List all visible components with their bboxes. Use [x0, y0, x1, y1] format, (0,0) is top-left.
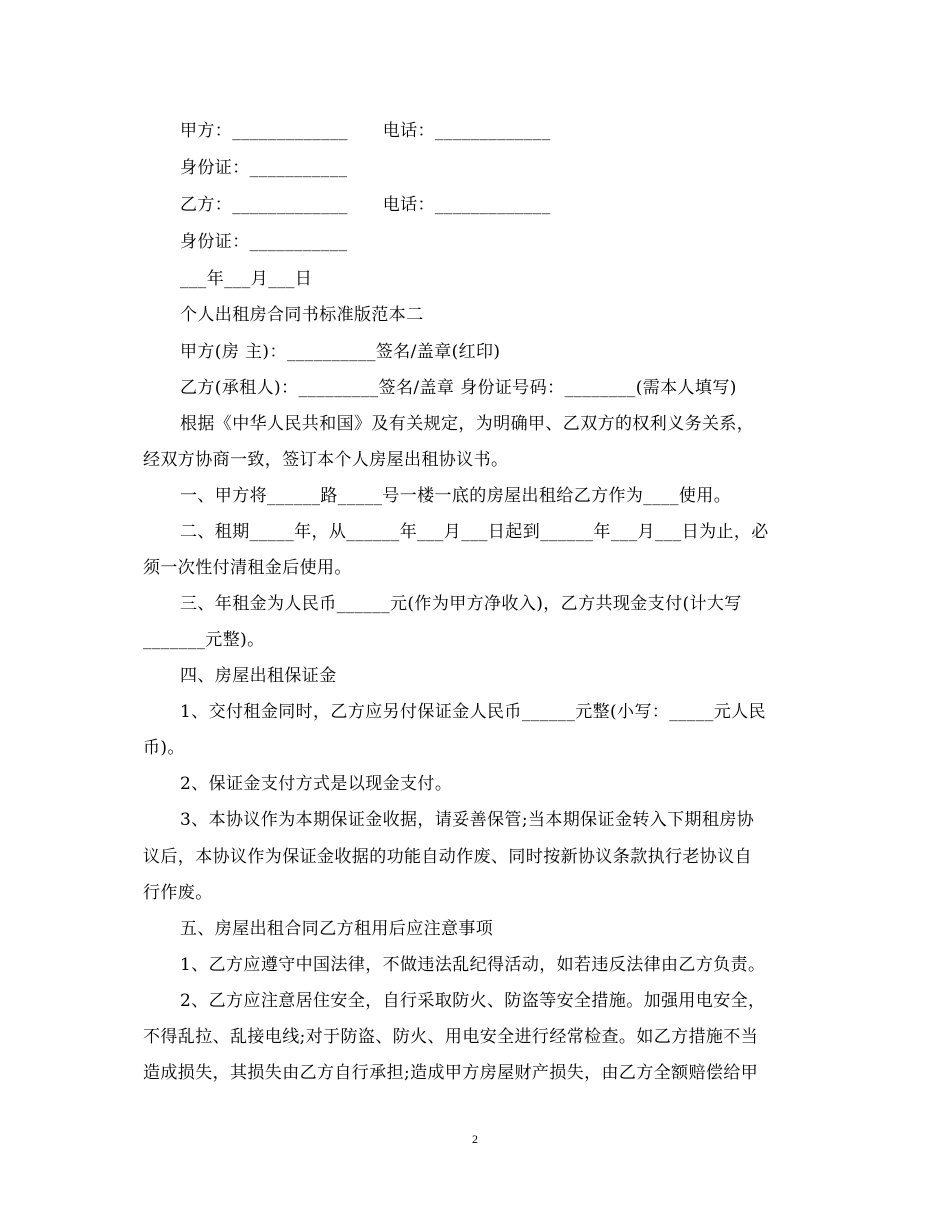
preamble-line-2: 经双方协商一致，签订本个人房屋出租协议书。 [143, 450, 509, 470]
landlord-line: 甲方(房 主)：__________签名/盖章(红印) [180, 342, 501, 362]
clause-4-2: 2、保证金支付方式是以现金支付。 [180, 774, 453, 794]
clause-4-3-line-2: 议后，本协议作为保证金收据的功能自动作废、同时按新协议条款执行老协议自 [143, 847, 752, 867]
clause-5-2-line-3: 造成损失，其损失由乙方自行承担;造成甲方房屋财产损失，由乙方全额赔偿给甲 [143, 1063, 759, 1083]
clause-5-heading: 五、房屋出租合同乙方租用后应注意事项 [180, 919, 494, 939]
clause-4-3-line-3: 行作废。 [143, 883, 213, 903]
clause-5-2-line-1: 2、乙方应注意居住安全，自行采取防火、防盗等安全措施。加强用电安全， [180, 991, 766, 1011]
clause-4-heading: 四、房屋出租保证金 [180, 666, 337, 686]
party-a-id-line: 身份证：___________ [180, 158, 348, 178]
party-b-line: 乙方：_____________ 电话：_____________ [180, 195, 551, 215]
section-title: 个人出租房合同书标准版范本二 [180, 305, 424, 325]
clause-3-line-2: _______元整)。 [143, 630, 265, 650]
clause-2-line-1: 二、租期_____年，从______年___月___日起到______年___月___日为止，必 [180, 522, 769, 542]
clause-5-2-line-2: 不得乱拉、乱接电线;对于防盗、防火、用电安全进行经常检查。如乙方措施不当 [143, 1027, 759, 1047]
tenant-line: 乙方(承租人)：_________签名/盖章 身份证号码：________(需本人填写) [180, 378, 737, 398]
preamble-line-1: 根据《中华人民共和国》及有关规定，为明确甲、乙双方的权利义务关系， [180, 414, 755, 434]
clause-1: 一、甲方将______路_____号一楼一底的房屋出租给乙方作为____使用。 [180, 486, 732, 506]
clause-5-1: 1、乙方应遵守中国法律，不做违法乱纪得活动，如若违反法律由乙方负责。 [180, 955, 766, 975]
clause-4-1-line-1: 1、交付租金同时，乙方应另付保证金人民币______元整(小写：_____元人民 [180, 702, 766, 722]
party-b-id-line: 身份证：___________ [180, 232, 348, 252]
page-number: 2 [472, 1132, 478, 1146]
party-a-line: 甲方：_____________ 电话：_____________ [180, 121, 551, 141]
clause-2-line-2: 须一次性付清租金后使用。 [143, 558, 352, 578]
date-line: ___年___月___日 [180, 269, 313, 289]
clause-4-1-line-2: 币)。 [143, 738, 185, 758]
clause-3-line-1: 三、年租金为人民币______元(作为甲方净收入)，乙方共现金支付(计大写 [180, 594, 742, 614]
clause-4-3-line-1: 3、本协议作为本期保证金收据，请妥善保管;当本期保证金转入下期租房协 [180, 810, 755, 830]
